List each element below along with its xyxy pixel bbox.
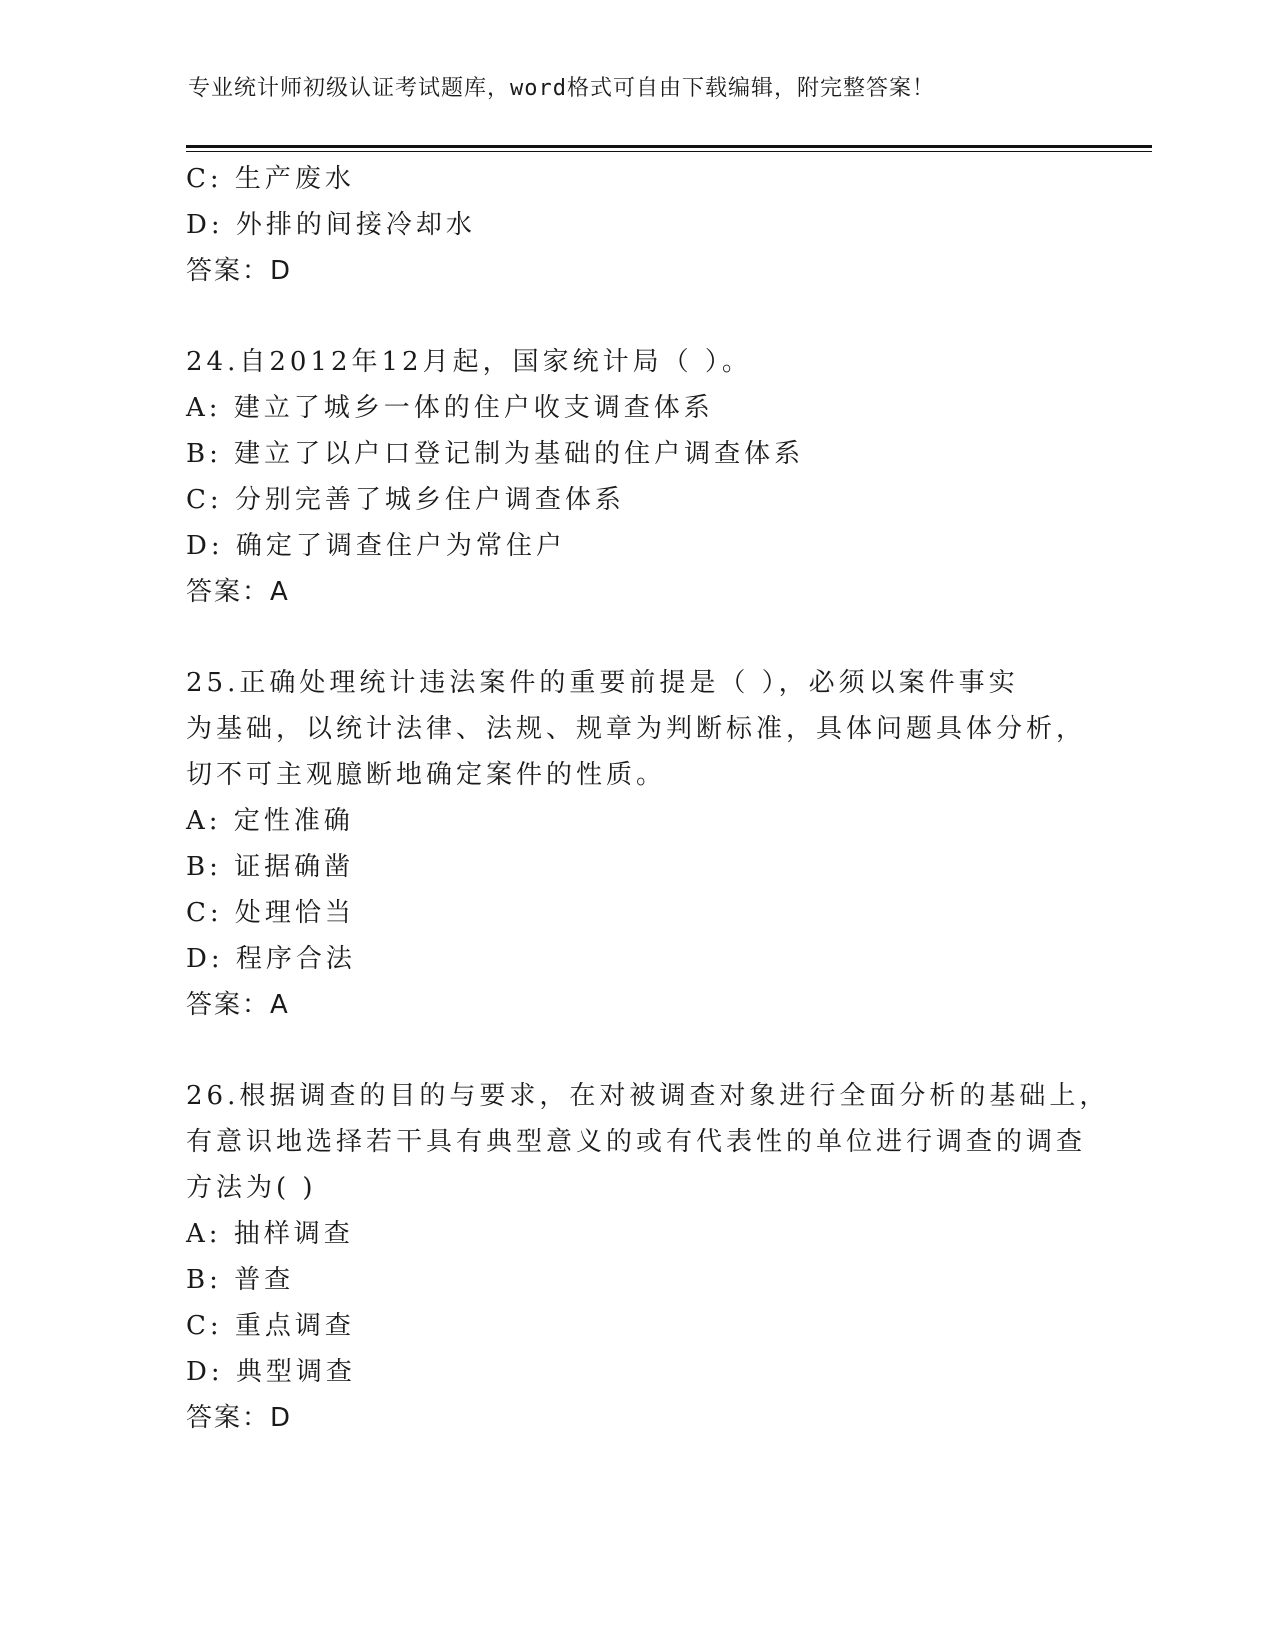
option-c: C: 处理恰当	[186, 898, 355, 928]
option-c: C: 生产废水	[186, 164, 355, 194]
option-b: B: 证据确凿	[186, 852, 355, 882]
question-stem: 切不可主观臆断地确定案件的性质。	[186, 760, 667, 790]
answer-line: 答案：D	[186, 1403, 293, 1433]
header-divider-thin	[186, 151, 1152, 152]
spacer	[186, 615, 1086, 660]
question-26	[186, 1073, 1110, 1441]
question-stem: 为基础，以统计法律、法规、规章为判断标准，具体问题具体分析，	[186, 714, 1087, 744]
option-d: D: 程序合法	[186, 944, 356, 974]
question-content	[186, 156, 1110, 1441]
option-a: A: 抽样调查	[186, 1219, 354, 1249]
option-c: C: 重点调查	[186, 1311, 355, 1341]
spacer	[186, 294, 1086, 339]
header-divider-thick	[186, 145, 1152, 148]
option-d: D: 确定了调查住户为常住户	[186, 531, 566, 561]
answer-line: 答案：A	[186, 990, 290, 1020]
question-24	[186, 339, 1086, 615]
spacer	[186, 1028, 1086, 1073]
option-b: B: 建立了以户口登记制为基础的住户调查体系	[186, 439, 805, 469]
question-stem: 有意识地选择若干具有典型意义的或有代表性的单位进行调查的调查	[186, 1127, 1087, 1157]
question-25	[186, 660, 1086, 1028]
option-d: D: 典型调查	[186, 1357, 356, 1387]
question-stem: 25.正确处理统计违法案件的重要前提是（ ），必须以案件事实	[186, 668, 1019, 698]
option-a: A: 建立了城乡一体的住户收支调查体系	[186, 393, 714, 423]
option-d: D: 外排的间接冷却水	[186, 210, 476, 240]
page-header: 专业统计师初级认证考试题库，word格式可自由下载编辑，附完整答案！	[188, 76, 935, 101]
option-a: A: 定性准确	[186, 806, 354, 836]
option-b: B: 普查	[186, 1265, 295, 1295]
continued-question	[186, 156, 1086, 294]
answer-line: 答案：D	[186, 256, 293, 286]
question-stem: 24.自2012年12月起，国家统计局（ ）。	[186, 347, 752, 377]
question-stem: 26.根据调查的目的与要求，在对被调查对象进行全面分析的基础上，	[186, 1081, 1110, 1111]
option-c: C: 分别完善了城乡住户调查体系	[186, 485, 625, 515]
answer-line: 答案：A	[186, 577, 290, 607]
question-stem: 方法为( )	[186, 1173, 317, 1203]
